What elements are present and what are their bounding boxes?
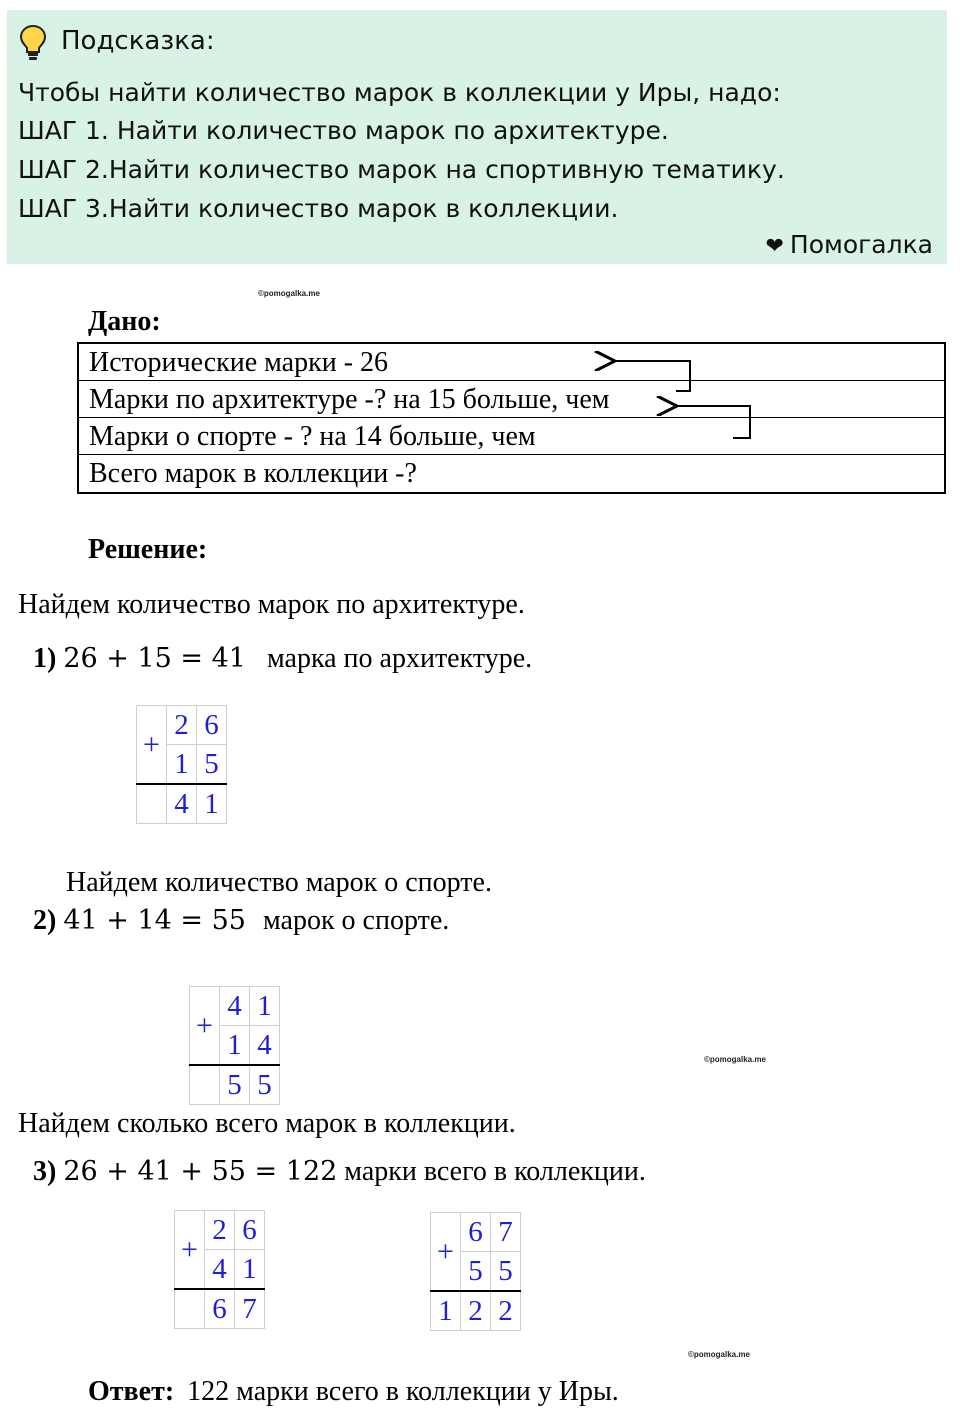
- watermark: ©pomogalka.me: [258, 289, 320, 298]
- digit: 5: [461, 1252, 491, 1292]
- step2-result-text: марок о спорте.: [262, 905, 450, 936]
- step3-intro: Найдем сколько всего марок в коллекции.: [18, 1108, 516, 1139]
- digit: 4: [250, 1026, 280, 1066]
- given-row: Исторические марки - 26: [79, 344, 944, 381]
- plus-sign: +: [137, 706, 167, 785]
- digit: 6: [235, 1211, 265, 1250]
- digit: 5: [250, 1065, 280, 1105]
- empty-cell: [190, 1065, 220, 1105]
- digit: 6: [205, 1289, 235, 1329]
- column-addition-3: [174, 1210, 265, 1329]
- given-label: Дано:: [88, 306, 161, 337]
- digit: 4: [167, 784, 197, 824]
- empty-cell: [175, 1289, 205, 1329]
- digit: 1: [431, 1291, 461, 1331]
- lightbulb-icon: [19, 24, 47, 62]
- step1-intro: Найдем количество марок по архитектуре.: [18, 589, 525, 620]
- brand-link[interactable]: [765, 230, 933, 259]
- step2-number: 2): [33, 905, 57, 936]
- step3-result-text: марки всего в коллекции.: [344, 1156, 646, 1187]
- step2-line: [33, 905, 449, 937]
- step1-result-text: марка по архитектуре.: [266, 643, 533, 674]
- digit: 6: [461, 1213, 491, 1252]
- digit: 1: [235, 1250, 265, 1290]
- hint-line: ШАГ 2.Найти количество марок на спортивную тематику.: [18, 155, 785, 184]
- digit: 6: [197, 706, 227, 745]
- digit: 2: [491, 1291, 521, 1331]
- digit: 4: [220, 987, 250, 1026]
- digit: 7: [491, 1213, 521, 1252]
- given-row: Марки по архитектуре -? на 15 больше, чем: [79, 381, 944, 418]
- digit: 5: [220, 1065, 250, 1105]
- plus-sign: +: [190, 987, 220, 1066]
- step3-expression: 26 + 41 + 55 = 122: [63, 1156, 338, 1187]
- given-row: Марки о спорте - ? на 14 больше, чем: [79, 418, 944, 455]
- empty-cell: [137, 784, 167, 824]
- answer-text: 122 марки всего в коллекции у Иры.: [187, 1376, 619, 1407]
- watermark: ©pomogalka.me: [704, 1055, 766, 1064]
- digit: 2: [167, 706, 197, 745]
- step2-intro: Найдем количество марок о спорте.: [66, 867, 492, 898]
- hint-line: ШАГ 3.Найти количество марок в коллекции.: [18, 194, 619, 223]
- step1-number: 1): [33, 643, 57, 674]
- answer-line: [88, 1376, 619, 1408]
- digit: 4: [205, 1250, 235, 1290]
- watermark: ©pomogalka.me: [688, 1350, 750, 1359]
- heart-icon: ❤: [765, 234, 784, 259]
- hint-title: Подсказка:: [61, 26, 215, 56]
- column-addition-2: [189, 986, 280, 1105]
- brand-label: Помогалка: [789, 230, 933, 259]
- digit: 5: [491, 1252, 521, 1292]
- hint-line: ШАГ 1. Найти количество марок по архитектуре.: [18, 116, 669, 145]
- column-addition-1: [136, 705, 227, 824]
- given-table: [77, 342, 946, 494]
- step3-number: 3): [33, 1156, 57, 1187]
- answer-label: Ответ:: [88, 1376, 175, 1407]
- digit: 2: [461, 1291, 491, 1331]
- solution-label: Решение:: [88, 534, 208, 565]
- digit: 7: [235, 1289, 265, 1329]
- step1-line: [33, 643, 532, 675]
- digit: 5: [197, 745, 227, 785]
- column-addition-4: [430, 1212, 521, 1331]
- digit: 1: [167, 745, 197, 785]
- given-row: Всего марок в коллекции -?: [89, 458, 417, 489]
- step3-line: [33, 1156, 646, 1188]
- step1-expression: 26 + 15 = 41: [63, 643, 246, 674]
- hint-box: [7, 10, 947, 264]
- digit: 1: [197, 784, 227, 824]
- digit: 1: [250, 987, 280, 1026]
- plus-sign: +: [431, 1213, 461, 1292]
- step2-expression: 41 + 14 = 55: [63, 905, 246, 936]
- plus-sign: +: [175, 1211, 205, 1290]
- digit: 2: [205, 1211, 235, 1250]
- digit: 1: [220, 1026, 250, 1066]
- hint-line: Чтобы найти количество марок в коллекции у Иры, надо:: [18, 78, 781, 107]
